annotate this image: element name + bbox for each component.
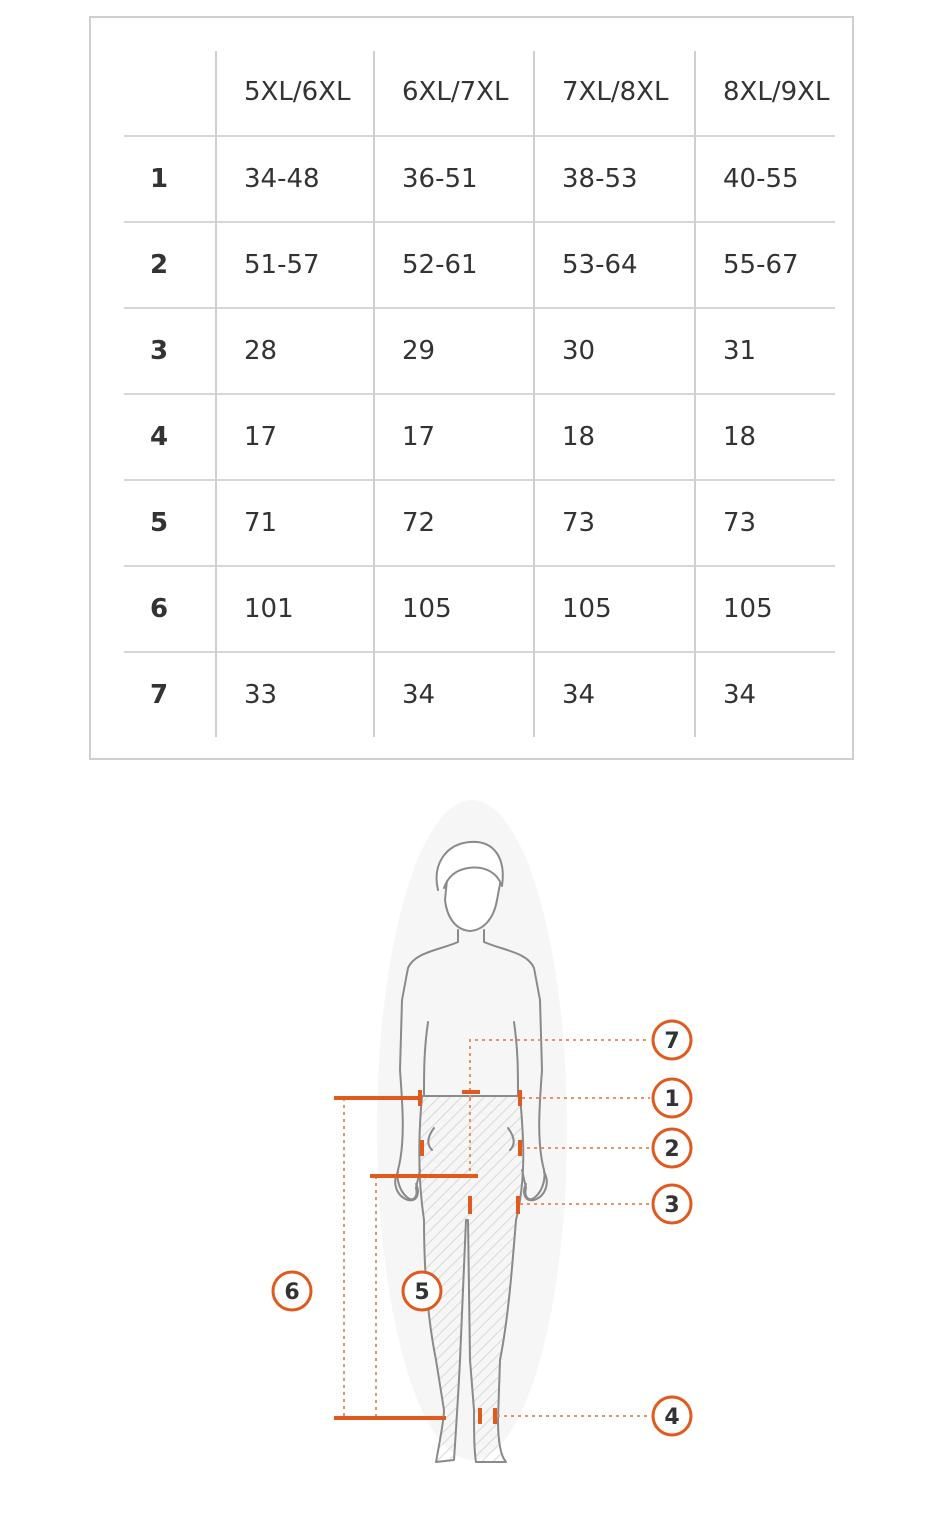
table-cell: 105 (695, 566, 835, 652)
marker-6 (273, 1272, 311, 1310)
table-cell: 30 (534, 308, 695, 394)
size-table (124, 51, 835, 737)
column-header: 5XL/6XL (216, 51, 374, 136)
table-cell: 105 (534, 566, 695, 652)
size-table-frame (89, 16, 854, 760)
row-label: 7 (124, 652, 216, 737)
measurement-figure (0, 800, 943, 1500)
table-cell: 33 (216, 652, 374, 737)
column-header: 7XL/8XL (534, 51, 695, 136)
svg-text:4: 4 (664, 1405, 680, 1430)
table-cell: 51-57 (216, 222, 374, 308)
table-cell: 38-53 (534, 136, 695, 222)
row-label: 4 (124, 394, 216, 480)
marker-4 (653, 1397, 691, 1435)
row-label: 3 (124, 308, 216, 394)
table-cell: 17 (374, 394, 534, 480)
table-cell: 52-61 (374, 222, 534, 308)
body-measurement-diagram (0, 800, 943, 1500)
svg-text:2: 2 (664, 1137, 680, 1162)
table-cell: 28 (216, 308, 374, 394)
column-header: 8XL/9XL (695, 51, 835, 136)
table-cell: 53-64 (534, 222, 695, 308)
marker-5 (403, 1272, 441, 1310)
table-header-row (124, 51, 835, 136)
svg-text:6: 6 (284, 1280, 300, 1305)
svg-text:5: 5 (414, 1280, 430, 1305)
row-label: 2 (124, 222, 216, 308)
table-row (124, 480, 835, 566)
marker-3 (653, 1185, 691, 1223)
table-cell: 105 (374, 566, 534, 652)
table-cell: 40-55 (695, 136, 835, 222)
row-label: 1 (124, 136, 216, 222)
table-row (124, 394, 835, 480)
marker-2 (653, 1129, 691, 1167)
table-cell: 73 (534, 480, 695, 566)
table-cell: 36-51 (374, 136, 534, 222)
table-cell: 101 (216, 566, 374, 652)
table-row (124, 566, 835, 652)
row-label: 5 (124, 480, 216, 566)
table-cell: 71 (216, 480, 374, 566)
table-row (124, 136, 835, 222)
marker-7 (653, 1021, 691, 1059)
table-cell: 29 (374, 308, 534, 394)
table-cell: 18 (695, 394, 835, 480)
table-row (124, 222, 835, 308)
svg-text:1: 1 (664, 1087, 680, 1112)
table-cell: 72 (374, 480, 534, 566)
column-header: 6XL/7XL (374, 51, 534, 136)
table-cell: 34 (695, 652, 835, 737)
table-cell: 55-67 (695, 222, 835, 308)
table-row (124, 652, 835, 737)
row-label: 6 (124, 566, 216, 652)
table-cell: 17 (216, 394, 374, 480)
svg-text:7: 7 (664, 1029, 680, 1054)
table-cell: 34-48 (216, 136, 374, 222)
table-cell: 34 (374, 652, 534, 737)
table-cell: 18 (534, 394, 695, 480)
table-row (124, 308, 835, 394)
header-empty-cell (124, 51, 216, 136)
svg-text:3: 3 (664, 1193, 680, 1218)
marker-1 (653, 1079, 691, 1117)
table-cell: 73 (695, 480, 835, 566)
table-cell: 34 (534, 652, 695, 737)
table-cell: 31 (695, 308, 835, 394)
